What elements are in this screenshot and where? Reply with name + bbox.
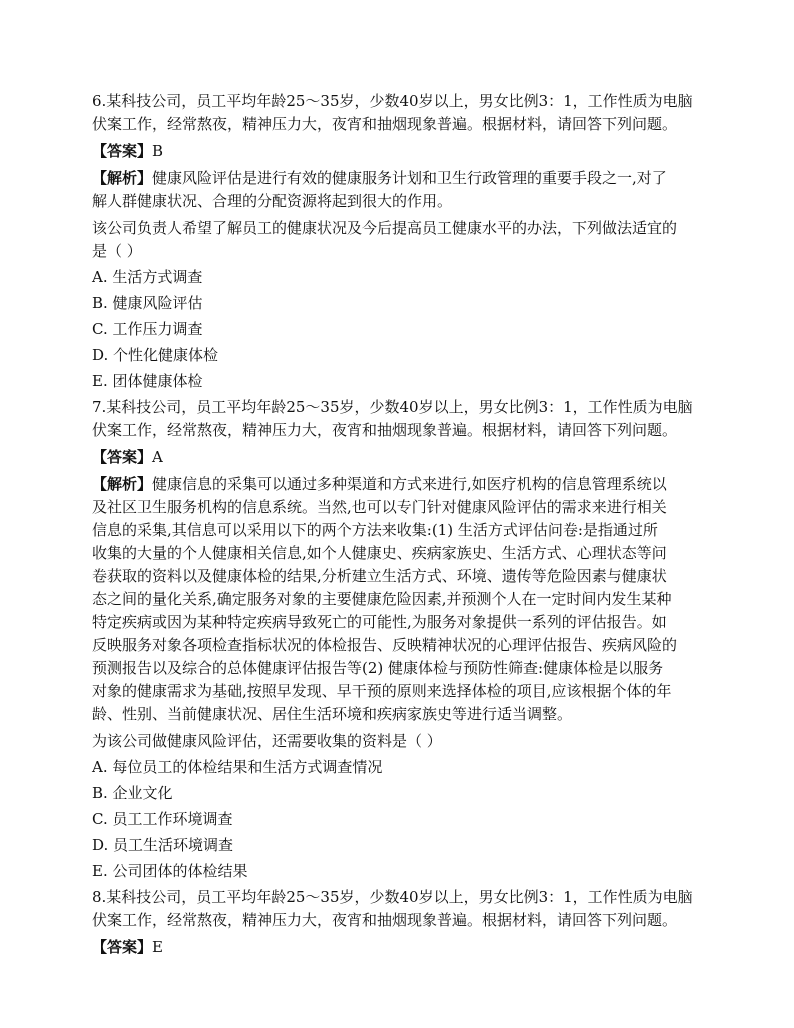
q7-option-b: B. 企业文化 [92,784,173,802]
q6-option-d: D. 个性化健康体检 [92,346,219,364]
q7-analysis-line-11: 龄、性别、当前健康状况、居住生活环境和疾病家族史等进行适当调整。 [92,705,573,723]
q7-analysis-line-2: 及社区卫生服务机构的信息系统。当然,也可以专门针对健康风险评估的需求来进行相关 [92,498,667,516]
q7-option-e: E. 公司团体的体检结果 [92,862,248,880]
q6-option-e: E. 团体健康体检 [92,372,203,390]
q8-answer [92,936,712,959]
answer-value: A [152,448,163,466]
q8-stem-line-1: 8.某科技公司，员工平均年龄25～35岁，少数40岁以上，男女比例3：1，工作性质为电脑 [92,888,693,906]
question-7 [92,396,712,883]
q7-option-c: C. 员工工作环境调查 [92,810,233,828]
q6-question-line-1: 该公司负责人希望了解员工的健康状况及今后提高员工健康水平的办法，下列做法适宜的 [92,219,678,237]
q7-option-d: D. 员工生活环境调查 [92,836,234,854]
q7-analysis-line-8: 反映服务对象各项检查指标状况的体检报告、反映精神状况的心理评估报告、疾病风险的 [92,636,678,654]
q7-stem-line-2: 伏案工作，经常熬夜，精神压力大，夜宵和抽烟现象普遍。根据材料，请回答下列问题。 [92,421,678,439]
q7-question: 为该公司做健康风险评估，还需要收集的资料是（ ） [92,732,442,750]
answer-value: B [152,142,164,160]
q7-analysis-line-5: 卷获取的资料以及健康体检的结果,分析建立生活方式、环境、遗传等危险因素与健康状 [92,567,667,585]
q7-stem-line-1: 7.某科技公司，员工平均年龄25～35岁，少数40岁以上，男女比例3：1，工作性质为电脑 [92,398,693,416]
q7-analysis-line-10: 对象的健康需求为基础,按照早发现、早干预的原则来选择体检的项目,应该根据个体的年 [92,682,672,700]
analysis-tag: 【解析】 [92,475,153,493]
q7-option-a: A. 每位员工的体检结果和生活方式调查情况 [92,758,383,776]
q6-analysis-line-1: 【解析】健康风险评估是进行有效的健康服务计划和卫生行政管理的重要手段之一,对了 [92,169,667,187]
q6-question-line-2: 是（ ） [92,242,142,260]
document-page [92,90,712,959]
analysis-tag: 【解析】 [92,169,153,187]
q6-stem-line-1: 6.某科技公司，员工平均年龄25～35岁，少数40岁以上，男女比例3：1，工作性质为电脑 [92,92,693,110]
q6-option-a: A. 生活方式调查 [92,268,203,286]
q6-answer [92,140,712,163]
q7-analysis-line-1: 【解析】健康信息的采集可以通过多种渠道和方式来进行,如医疗机构的信息管理系统以 [92,475,667,493]
q7-analysis-line-4: 收集的大量的个人健康相关信息,如个人健康史、疾病家族史、生活方式、心理状态等问 [92,544,667,562]
answer-tag: 【答案】 [92,938,153,956]
q7-analysis-line-7: 特定疾病或因为某种特定疾病导致死亡的可能性,为服务对象提供一系列的评估报告。如 [92,613,667,631]
question-8 [92,886,712,959]
q7-analysis-line-6: 态之间的量化关系,确定服务对象的主要健康危险因素,并预测个人在一定时间内发生某种 [92,590,672,608]
q7-analysis-line-9: 预测报告以及综合的总体健康评估报告等(2) 健康体检与预防性筛查:健康体检是以服务 [92,659,664,677]
q7-answer [92,446,712,469]
q8-stem-line-2: 伏案工作，经常熬夜，精神压力大，夜宵和抽烟现象普遍。根据材料，请回答下列问题。 [92,911,678,929]
answer-tag: 【答案】 [92,142,153,160]
q6-option-c: C. 工作压力调查 [92,320,203,338]
answer-tag: 【答案】 [92,448,153,466]
q7-analysis-line-3: 信息的采集,其信息可以采用以下的两个方法来收集:(1) 生活方式评估问卷:是指通过所 [92,521,658,539]
q6-analysis-line-2: 解人群健康状况、合理的分配资源将起到很大的作用。 [92,192,453,210]
question-6 [92,90,712,393]
q6-option-b: B. 健康风险评估 [92,294,203,312]
answer-value: E [152,938,163,956]
q6-stem-line-2: 伏案工作，经常熬夜，精神压力大，夜宵和抽烟现象普遍。根据材料，请回答下列问题。 [92,115,678,133]
